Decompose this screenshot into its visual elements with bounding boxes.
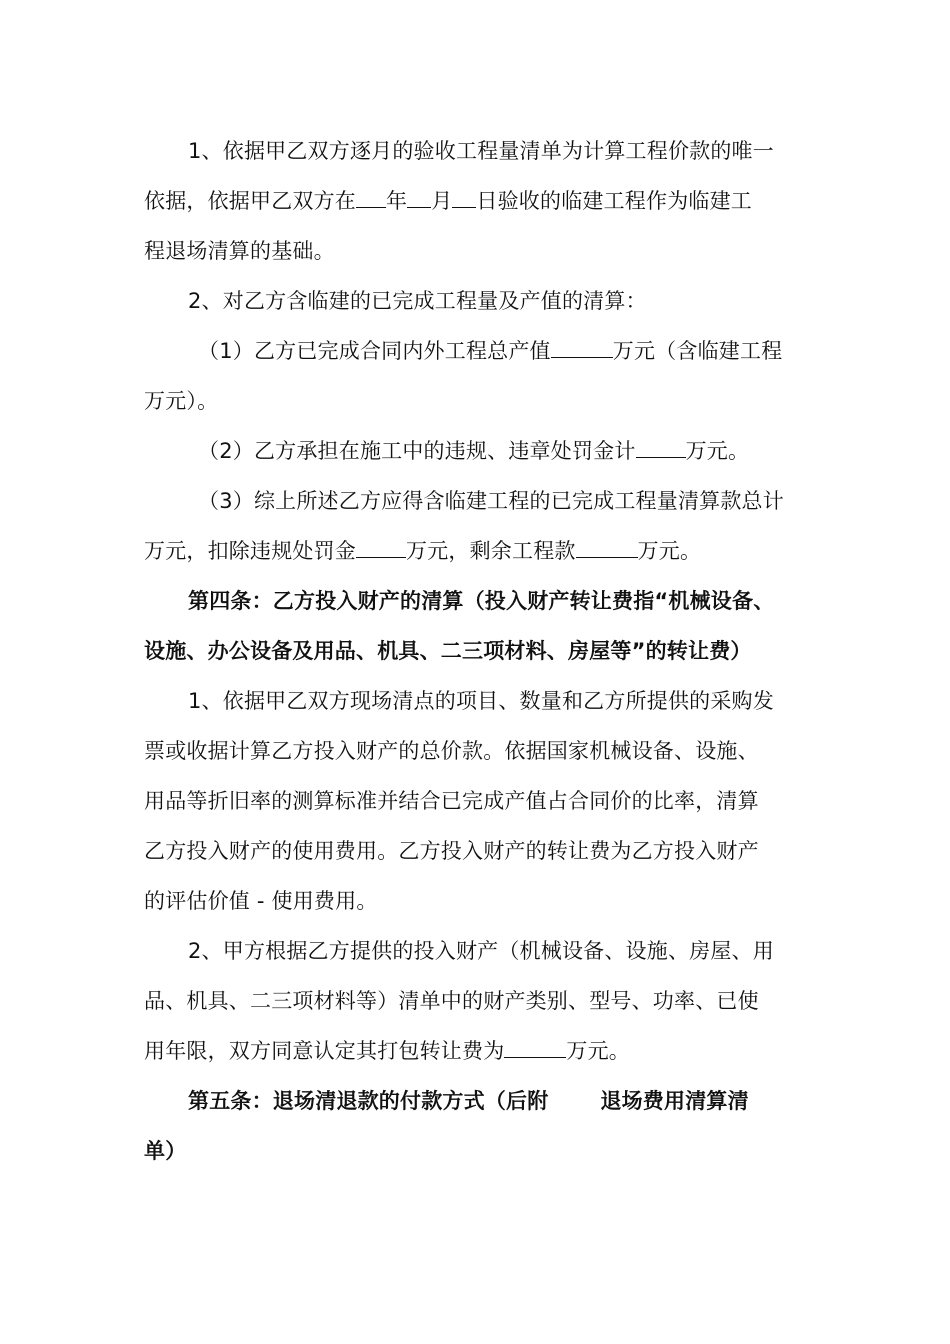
- text: 1、依据甲乙双方逐月的验收工程量清单为计算工程价款的唯一: [188, 139, 774, 163]
- text: 日验收的临建工程作为临建工: [476, 189, 753, 213]
- text: 单）: [144, 1139, 187, 1163]
- paragraph-3-line-1: [198, 336, 782, 366]
- text: 用年限，双方同意认定其打包转让费为: [144, 1039, 505, 1063]
- paragraph-4-line-1: [198, 436, 749, 466]
- text: 依据，依据甲乙双方在: [144, 189, 356, 213]
- text: 2、对乙方含临建的已完成工程量及产值的清算：: [188, 289, 647, 313]
- paragraph-6-line-4: [144, 836, 759, 866]
- paragraph-1-line-1: [188, 136, 774, 166]
- paragraph-6-line-3: [144, 786, 759, 816]
- blank-penalty-deduct: [356, 537, 406, 558]
- text: 万元。: [566, 1039, 631, 1063]
- text: 第四条：乙方投入财产的清算（投入财产转让费指“机械设备、: [188, 589, 775, 613]
- paragraph-7-line-3: [144, 1036, 630, 1066]
- text: 的评估价值 - 使用费用。: [144, 889, 378, 913]
- text: 1、依据甲乙双方现场清点的项目、数量和乙方所提供的采购发: [188, 689, 774, 713]
- paragraph-1-line-3: [144, 236, 335, 266]
- text: 2、甲方根据乙方提供的投入财产（机械设备、设施、房屋、用: [188, 939, 774, 963]
- text: 第五条：退场清退款的付款方式（后附: [188, 1089, 549, 1113]
- text: 万元）。: [144, 389, 219, 413]
- article-5-heading-line-2: [144, 1136, 186, 1166]
- paragraph-5-line-2: [144, 536, 701, 566]
- text: 品、机具、二三项材料等）清单中的财产类别、型号、功率、已使: [144, 989, 759, 1013]
- text: 退场费用清算清: [600, 1089, 749, 1113]
- text: 万元。: [685, 439, 750, 463]
- blank-penalty: [636, 437, 686, 458]
- paragraph-6-line-2: [144, 736, 759, 766]
- blank-transfer-fee: [504, 1037, 566, 1058]
- blank-remaining: [576, 537, 638, 558]
- article-4-heading-line-1: [188, 586, 774, 616]
- text: 万元（含临建工程: [612, 339, 783, 363]
- paragraph-6-line-5: [144, 886, 378, 916]
- article-5-heading-line-1: [188, 1086, 749, 1116]
- text: 设施、办公设备及用品、机具、二三项材料、房屋等”的转让费）: [144, 639, 752, 663]
- paragraph-2-line-1: [188, 286, 647, 316]
- paragraph-3-line-2: [144, 386, 218, 416]
- text: 年: [386, 189, 408, 213]
- text: （1）乙方已完成合同内外工程总产值: [198, 339, 551, 363]
- text: （2）乙方承担在施工中的违规、违章处罚金计: [198, 439, 636, 463]
- blank-year: [356, 187, 386, 208]
- article-4-heading-line-2: [144, 636, 752, 666]
- text: 万元。: [637, 539, 702, 563]
- text: 万元，剩余工程款: [406, 539, 576, 563]
- paragraph-7-line-2: [144, 986, 759, 1016]
- paragraph-6-line-1: [188, 686, 774, 716]
- text: 月: [431, 189, 453, 213]
- text: 万元，扣除违规处罚金: [144, 539, 356, 563]
- paragraph-1-line-2: [144, 186, 752, 216]
- text: （3）综上所述乙方应得含临建工程的已完成工程量清算款总计: [198, 489, 784, 513]
- paragraph-5-line-1: [198, 486, 784, 516]
- blank-day: [452, 187, 476, 208]
- blank-total-output: [551, 337, 613, 358]
- text: 用品等折旧率的测算标准并结合已完成产值占合同价的比率，清算: [144, 789, 759, 813]
- text: 乙方投入财产的使用费用。乙方投入财产的转让费为乙方投入财产: [144, 839, 759, 863]
- text: 程退场清算的基础。: [144, 239, 335, 263]
- blank-month: [407, 187, 431, 208]
- paragraph-7-line-1: [188, 936, 774, 966]
- text: 票或收据计算乙方投入财产的总价款。依据国家机械设备、设施、: [144, 739, 759, 763]
